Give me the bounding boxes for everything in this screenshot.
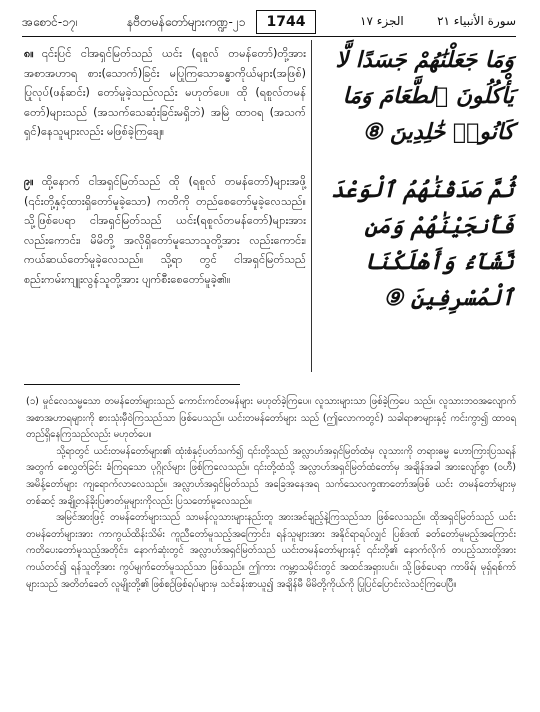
verse-number: ၉။ [24, 175, 34, 188]
header-title: နဗီတမန်တော်များကဏ္ဍ-၂၁ [127, 15, 246, 29]
header-part: အစောင်-၁၇၊ [22, 15, 78, 29]
translation-text: ထို့နောက် ငါအရှင်မြတ်သည် ထို (ရစူလ် တမန်တော်)များအဖို့ (၎င်းတို့နှင့်ထားရှိတော်မူခဲ့သော) ကတိကို တည်စေတော်မူခဲ့လေသည်။ သို့ဖြစ်ပေရာ ငါအရှင်မြတ်သည် ယင်း(ရစူလ်တမန်တော်)များအား လည်းကောင်း၊ မိမိတို့ အလိုရှိတော်မူသောသူတို့အား လည်းကောင်း၊ ကယ်ဆယ်တော်မူခဲ့လေသည်။ သို့ရာ တွင် ငါအရှင်မြတ်သည် စည်းကမ်းကျူးလွန်သူတို့အား ပျက်စီးစေတော်မူခဲ့၏။ [24, 175, 306, 286]
verse-number: ၈။ [24, 47, 34, 60]
arabic-verse: وَمَا جَعَلْنَٰهُمْ جَسَدًا لَّا يَأْكُلُونَ ٱلطَّعَامَ وَمَا كَانُوا۟ خَٰلِدِينَ ⑧ [335, 47, 514, 145]
translation-text: ၎င်းပြင် ငါအရှင်မြတ်သည် ယင်း (ရစူလ် တမန်တော်)တို့အား အစာအဟာရ စား(သောက်)ခြင်း မပြုကြသောခန္ဓာကိုယ်များ(အဖြစ်) ပြုလုပ်(ဖန်ဆင်း) တော်မူခဲ့သည်လည်း မဟုတ်ပေ။ ထို (ရစူလ်တမန် တော်)များသည် (အသက်သေဆုံးခြင်းမရှိဘဲ) အမြဲ ထာဝရ (အသက်ရှင်)နေသူများလည်း မဖြစ်ခဲ့ကြချေ။ [24, 47, 306, 138]
footnote-paragraph: အမြင်အားဖြင့် တမန်တော်များသည် သာမန်လူသားများနည်းတူ အားအင်ချည့်နဲ့ကြသည်သာ ဖြစ်လေသည်။ ထိုအရှင်မြတ်သည် ယင်းတမန်တော်များအား ကာကွယ်ထိန်းသိမ်း ကူညီတော်မူသည့်အကြောင်း၊ ရန်သူများအား အနိုင်ရာရပ်လျှင် ပြစ်ဒဏ် ခတ်တော်မူမည့်အကြောင်း ကတိပေးတော်မူသည့်အတိုင်း၊ နောက်ဆုံးတွင် အလ္လာဟ်အရှင်မြတ်သည် ယင်းတမန်တော်များနှင့် ၎င်းတို့၏ နောက်လိုက် တပည့်သားတို့အား ကယ်တင်၍ ရန်သူတို့အား ကွပ်မျက်တော်မူသည်သာ ဖြစ်သည်။ ဤကား ကမ္ဘာ့သမိုင်းတွင် အထင်အရှားပင်။ သို့ဖြစ်ပေရာ ကာဖိရ်၊ မုရှ်ရစ်ကာ်များသည် အတိတ်ခေတ် လူမျိုးတို့၏ ဖြစ်စဉ်ဖြစ်ရပ်များမှ သင်ခန်းစာယူ၍ အချိန်မီ မိမိတို့ကိုယ်ကို ပြုပြင်ပြောင်းလဲသင့်ကြပေပြီ။ [26, 512, 516, 590]
page-number: 1744 [256, 10, 316, 34]
footnote-divider [24, 384, 240, 385]
verse-translation [24, 44, 306, 142]
arabic-verse: ثُمَّ صَدَقْنَٰهُمُ ٱلْوَعْدَ فَأَنجَيْنَٰهُمْ وَمَن نَّشَآءُ وَأَهْلَكْنَا ٱلْمُسْرِفِينَ ⑨ [331, 177, 514, 311]
footnote [26, 394, 516, 593]
header-juz: الجزء ١٧ [360, 14, 404, 28]
header-surah: سورة الأنبياء ٢١ [437, 14, 516, 28]
verse-translation [24, 172, 306, 289]
header-divider [22, 36, 516, 37]
page-header [22, 10, 516, 36]
column-divider [311, 40, 312, 372]
footnote-paragraph: သို့ရာတွင် ယင်းတမန်တော်များ၏ ထုံးစံနှင့်ပတ်သက်၍ ၎င်းတို့သည် အလ္လာဟ်အရှင်မြတ်ထံမှ လူသားကို တရားဓမ္မ ဟောကြားပြသရန်အတွက် စေလွှတ်ခြင်း ခံကြရသော ပုဂ္ဂိုလ်များ ဖြစ်ကြလေသည်။ ၎င်းတို့ထံသို့ အလ္လာဟ်အရှင်မြတ်ထံတော်မှ အချိန်အခါ အားလျော်စွာ (ဝဟီ) အမိန့်တော်များ ကျရောက်လာလေသည်။ အလ္လာဟ်အရှင်မြတ်သည် အခြေအနေအရ သက်သေလက္ခဏာတော်အဖြစ် ယင်း တမန်တော်များမှ တစ်ဆင့် အချို့တန်ခိုးပြဇာတ်မှုများကိုလည်း ပြသတော်မူလေသည်။ [26, 445, 516, 507]
footnote-paragraph: (၁) မှုင်လေသမ္မသော တမန်တော်များသည် ကောင်းကင်တမန်များ မဟုတ်ခဲ့ကြပေ။ လူသားများသာ ဖြစ်ခဲ့ကြပေ သည်။ လူသားဘဝအလျောက် အစာအဟာရများကို စားသုံးမှီဝဲကြသည်သာ ဖြစ်ပေသည်။ ယင်းတမန်တော်များ သည် (ဤလောကတွင်) သခါရာဇာများနှင့် ကင်းကွာ၍ ထာဝရ တည်ရှိနေကြသည်လည်း မဟုတ်ပေ။ [26, 396, 516, 441]
